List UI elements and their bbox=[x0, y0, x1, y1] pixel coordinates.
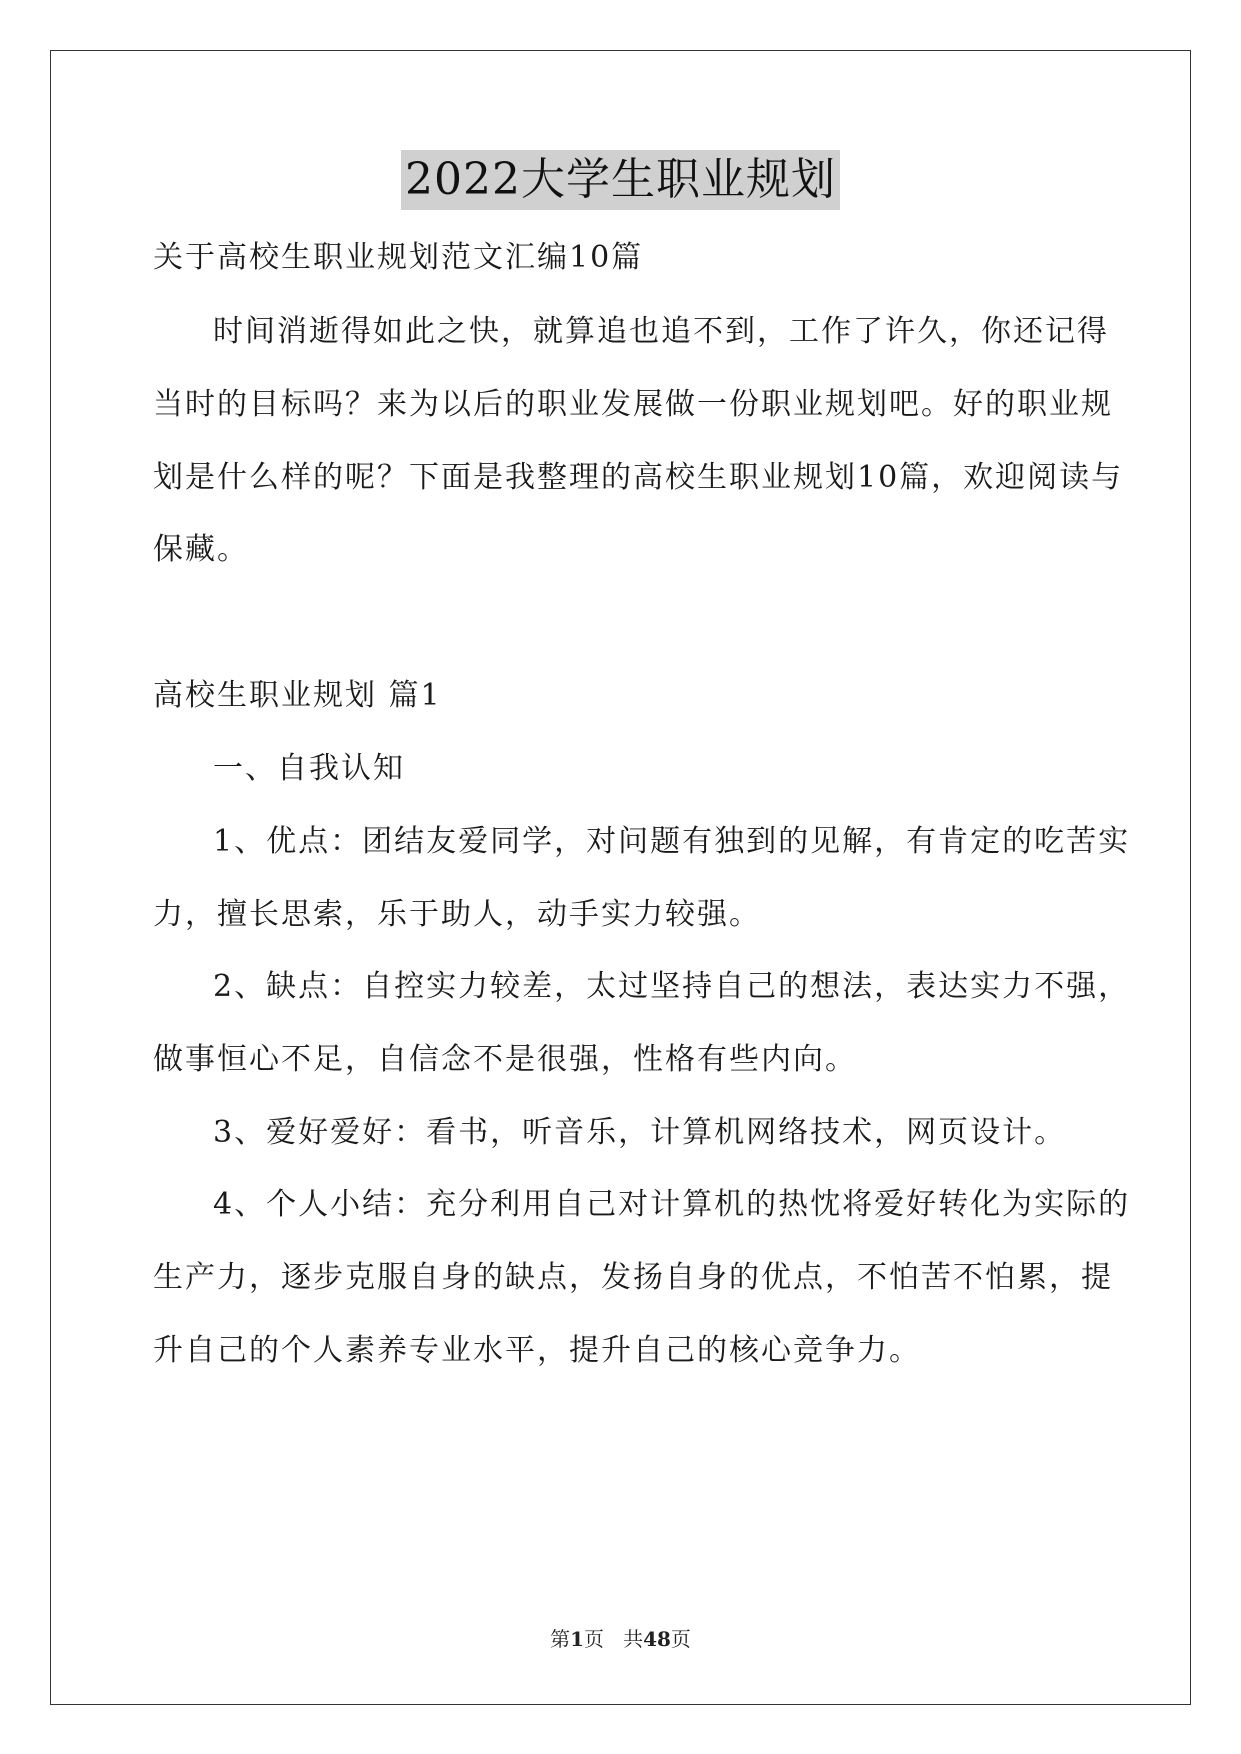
item-3-line-1: 3、爱好爱好：看书，听音乐，计算机网络技术，网页设计。 bbox=[213, 1115, 1067, 1150]
intro-line-2: 当时的目标吗？来为以后的职业发展做一份职业规划吧。好的职业规 bbox=[153, 387, 1113, 422]
footer-total-prefix: 共 bbox=[623, 1627, 644, 1651]
subsection-heading: 一、自我认知 bbox=[213, 751, 405, 786]
footer-prefix: 第 bbox=[550, 1627, 571, 1651]
title-container bbox=[0, 150, 1241, 210]
page-border bbox=[50, 50, 1191, 1705]
intro-line-3: 划是什么样的呢？下面是我整理的高校生职业规划10篇，欢迎阅读与 bbox=[153, 460, 1124, 495]
item-4-line-3: 升自己的个人素养专业水平，提升自己的核心竞争力。 bbox=[153, 1333, 921, 1368]
item-4-line-1: 4、个人小结：充分利用自己对计算机的热忱将爱好转化为实际的 bbox=[213, 1187, 1131, 1222]
footer-page-number: 1 bbox=[570, 1627, 584, 1651]
item-4-line-2: 生产力，逐步克服自身的缺点，发扬自身的优点，不怕苦不怕累，提 bbox=[153, 1260, 1113, 1295]
item-2-line-2: 做事恒心不足，自信念不是很强，性格有些内向。 bbox=[153, 1042, 857, 1077]
footer-total-suffix: 页 bbox=[670, 1627, 691, 1651]
section-heading: 高校生职业规划 篇1 bbox=[153, 678, 442, 713]
document-title: 2022大学生职业规划 bbox=[401, 150, 840, 210]
footer-total-pages: 48 bbox=[643, 1627, 671, 1651]
item-1-line-1: 1、优点：团结友爱同学，对问题有独到的见解，有肯定的吃苦实 bbox=[213, 824, 1131, 859]
intro-line-4: 保藏。 bbox=[153, 532, 249, 567]
footer-page-suffix: 页 bbox=[584, 1627, 604, 1651]
item-1-line-2: 力，擅长思索，乐于助人，动手实力较强。 bbox=[153, 897, 761, 932]
subtitle: 关于高校生职业规划范文汇编10篇 bbox=[153, 240, 644, 275]
item-2-line-1: 2、缺点：自控实力较差，太过坚持自己的想法，表达实力不强， bbox=[213, 969, 1131, 1004]
intro-line-1: 时间消逝得如此之快，就算追也追不到，工作了许久，你还记得 bbox=[213, 314, 1109, 349]
page-footer bbox=[0, 1626, 1241, 1652]
